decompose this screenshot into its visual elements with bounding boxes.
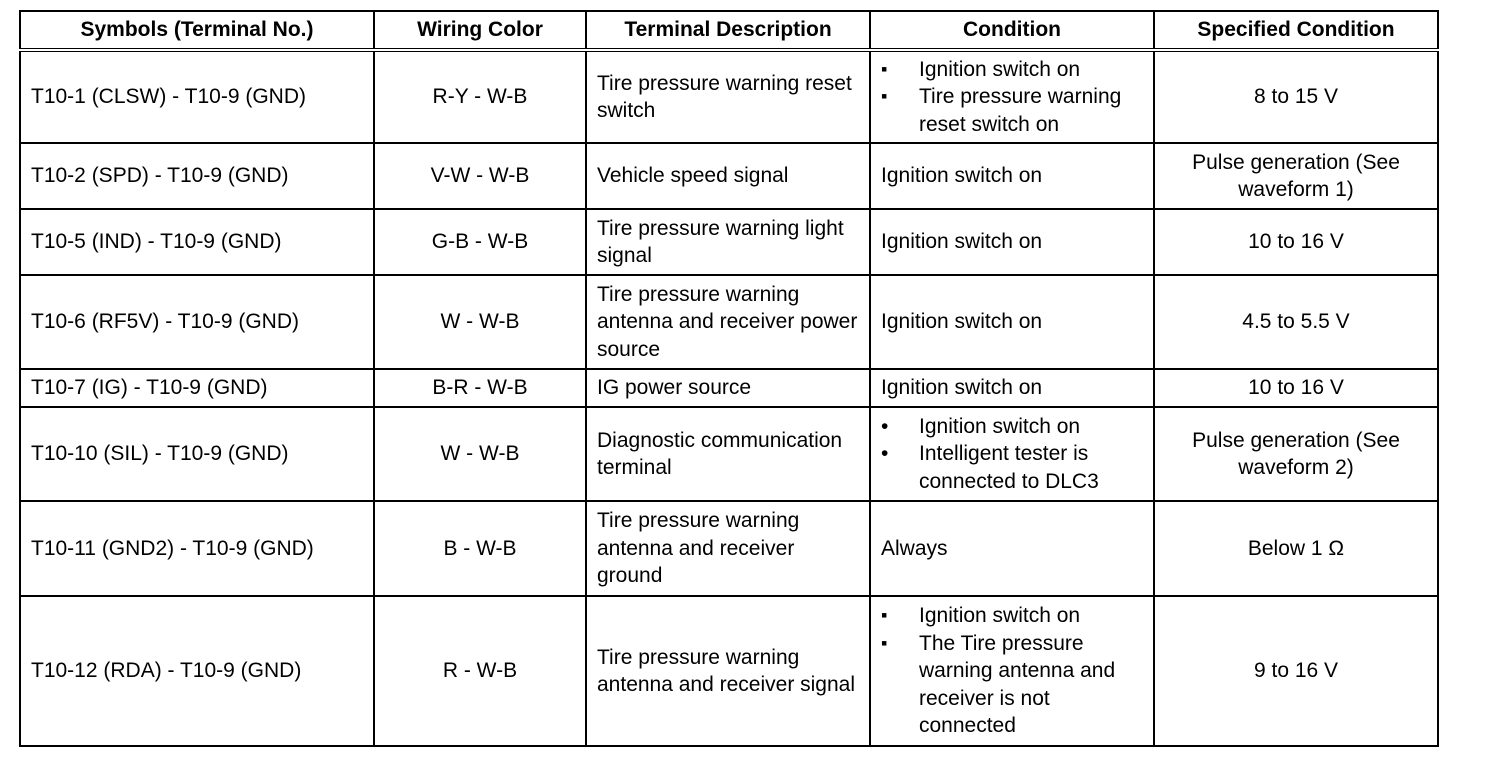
header-row: [20, 11, 1438, 50]
wiring-color-cell: V-W - W-B: [374, 143, 586, 209]
condition-text: Ignition switch on: [919, 57, 1081, 81]
description-cell: IG power source: [586, 369, 870, 407]
header-specified-condition: Specified Condition: [1154, 11, 1438, 50]
wiring-color-cell: B-R - W-B: [374, 369, 586, 407]
table-row: [20, 143, 1438, 209]
table-row: [20, 209, 1438, 275]
table-row: [20, 501, 1438, 596]
condition-text: Tire pressure warning reset switch on: [919, 85, 1122, 136]
condition-item: [881, 413, 1143, 441]
specified-condition-cell: Pulse generation (See waveform 2): [1154, 407, 1438, 501]
description-cell: Tire pressure warning antenna and receiver power source: [586, 275, 870, 369]
square-bullet-icon: ▪: [881, 58, 888, 79]
specified-condition-cell: 9 to 16 V: [1154, 596, 1438, 746]
square-bullet-icon: ▪: [881, 86, 888, 107]
description-cell: Diagnostic communication terminal: [586, 407, 870, 501]
header-wiring-color: Wiring Color: [374, 11, 586, 50]
condition-cell: Ignition switch on: [870, 369, 1154, 407]
description-cell: Vehicle speed signal: [586, 143, 870, 209]
symbol-cell: T10-7 (IG) - T10-9 (GND): [20, 369, 374, 407]
wiring-color-cell: R - W-B: [374, 596, 586, 746]
symbol-cell: T10-1 (CLSW) - T10-9 (GND): [20, 50, 374, 143]
specified-condition-cell: 10 to 16 V: [1154, 209, 1438, 275]
condition-list: [881, 56, 1143, 139]
condition-item: [881, 630, 1143, 740]
condition-item: [881, 83, 1143, 138]
symbol-cell: T10-10 (SIL) - T10-9 (GND): [20, 407, 374, 501]
table-row: [20, 275, 1438, 369]
condition-list: [881, 413, 1143, 496]
condition-text: Intelligent tester is connected to DLC3: [919, 442, 1099, 493]
wiring-color-cell: R-Y - W-B: [374, 50, 586, 143]
description-cell: Tire pressure warning antenna and receiver ground: [586, 501, 870, 596]
condition-cell: Always: [870, 501, 1154, 596]
description-cell: Tire pressure warning reset switch: [586, 50, 870, 143]
condition-list: [881, 602, 1143, 740]
condition-item: [881, 440, 1143, 495]
specified-condition-cell: 10 to 16 V: [1154, 369, 1438, 407]
description-cell: Tire pressure warning antenna and receiver signal: [586, 596, 870, 746]
condition-item: [881, 602, 1143, 630]
header-condition: Condition: [870, 11, 1154, 50]
wiring-color-cell: W - W-B: [374, 407, 586, 501]
specified-condition-cell: Pulse generation (See waveform 1): [1154, 143, 1438, 209]
table-row: [20, 407, 1438, 501]
symbol-cell: T10-2 (SPD) - T10-9 (GND): [20, 143, 374, 209]
specified-condition-cell: 8 to 15 V: [1154, 50, 1438, 143]
condition-cell: [870, 596, 1154, 746]
symbol-cell: T10-5 (IND) - T10-9 (GND): [20, 209, 374, 275]
table-row: [20, 50, 1438, 143]
condition-text: Ignition switch on: [919, 604, 1081, 628]
symbol-cell: T10-12 (RDA) - T10-9 (GND): [20, 596, 374, 746]
wiring-color-cell: W - W-B: [374, 275, 586, 369]
table-row: [20, 596, 1438, 746]
condition-cell: Ignition switch on: [870, 209, 1154, 275]
symbol-cell: T10-6 (RF5V) - T10-9 (GND): [20, 275, 374, 369]
round-bullet-icon: •: [881, 442, 889, 466]
condition-cell: [870, 407, 1154, 501]
condition-text: Ignition switch on: [919, 414, 1081, 438]
wiring-color-cell: G-B - W-B: [374, 209, 586, 275]
header-symbols: Symbols (Terminal No.): [20, 11, 374, 50]
condition-cell: Ignition switch on: [870, 143, 1154, 209]
symbol-cell: T10-11 (GND2) - T10-9 (GND): [20, 501, 374, 596]
terminal-spec-table: [19, 10, 1439, 747]
condition-cell: Ignition switch on: [870, 275, 1154, 369]
condition-cell: [870, 50, 1154, 143]
condition-item: [881, 56, 1143, 84]
header-terminal-description: Terminal Description: [586, 11, 870, 50]
specified-condition-cell: Below 1 Ω: [1154, 501, 1438, 596]
specified-condition-cell: 4.5 to 5.5 V: [1154, 275, 1438, 369]
round-bullet-icon: •: [881, 414, 889, 438]
square-bullet-icon: ▪: [881, 632, 888, 653]
wiring-color-cell: B - W-B: [374, 501, 586, 596]
square-bullet-icon: ▪: [881, 605, 888, 626]
condition-text: The Tire pressure warning antenna and receiver is not connected: [919, 631, 1116, 738]
table-row: [20, 369, 1438, 407]
description-cell: Tire pressure warning light signal: [586, 209, 870, 275]
